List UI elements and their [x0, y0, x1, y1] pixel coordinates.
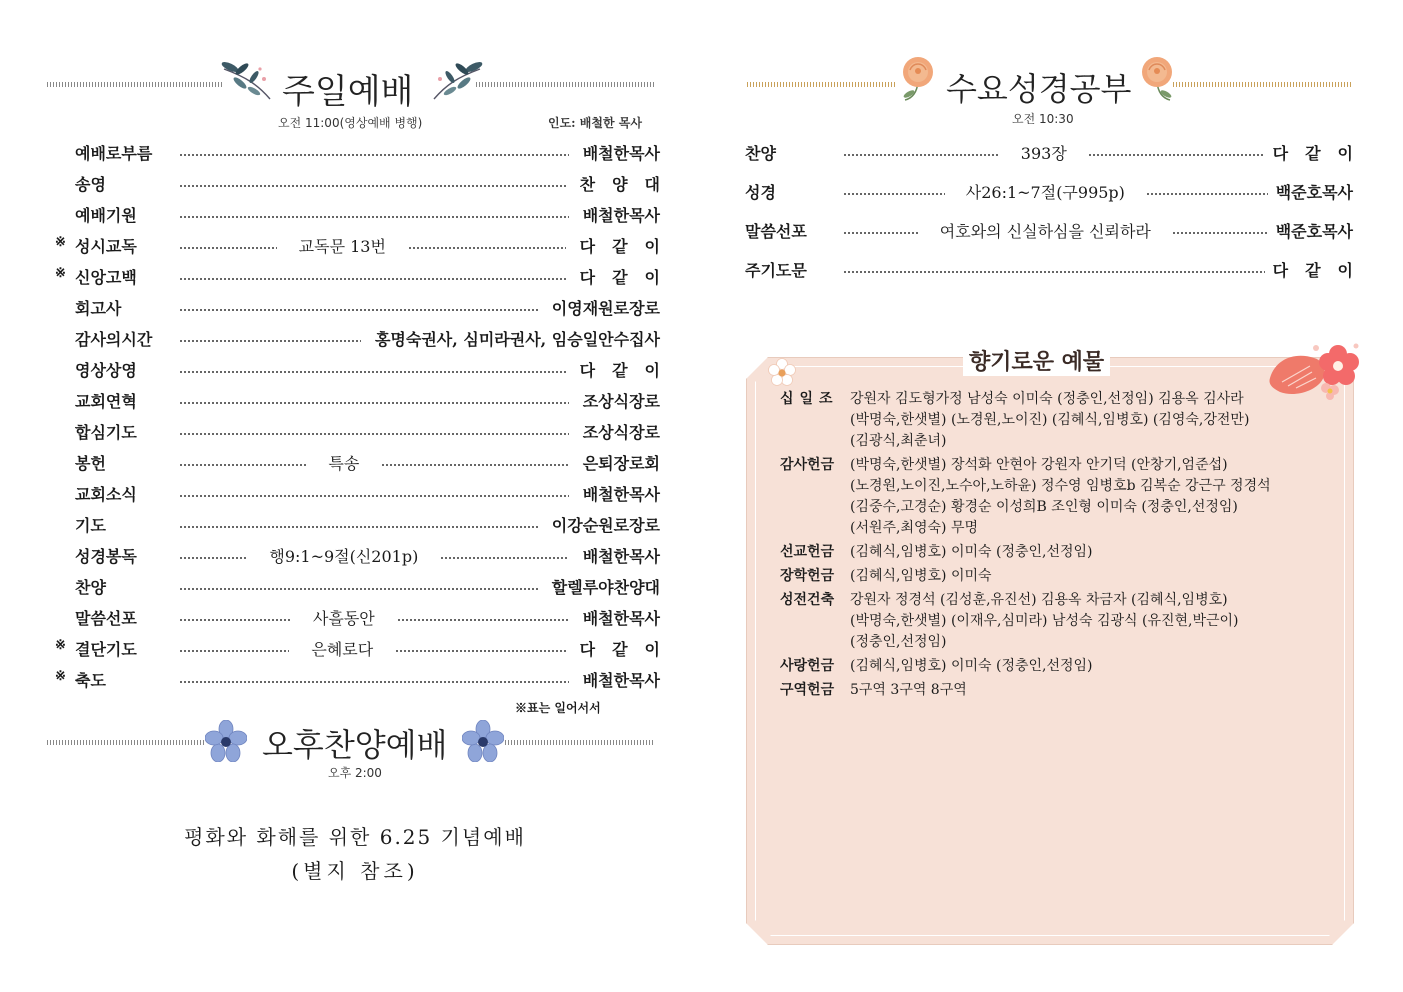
offering-item	[780, 590, 1330, 653]
afternoon-line2: (별지 참조)	[291, 859, 419, 883]
order-detail: 393장	[1020, 144, 1067, 163]
order-person: 다같이	[579, 237, 677, 256]
flower-decoration-icon	[462, 720, 504, 762]
order-person: 배철한목사	[582, 547, 660, 566]
offering-category: 성전건축	[780, 592, 835, 608]
order-label: 신앙고백	[75, 268, 137, 287]
offering-title: 향기로운 예물	[963, 345, 1110, 376]
order-detail: 특송	[328, 454, 360, 473]
dot-leader	[179, 371, 566, 373]
order-label: 기도	[75, 516, 106, 535]
order-label: 교회소식	[75, 485, 137, 504]
dot-leader	[397, 619, 569, 621]
wednesday-divider-right	[1173, 82, 1353, 87]
offering-category: 장학헌금	[780, 568, 835, 584]
order-person: 다같이	[1272, 144, 1370, 163]
order-row	[55, 296, 660, 320]
dot-leader	[1172, 232, 1268, 234]
offering-names: (김중수,고경순) 황경순 이성희B 조인형 이미숙 (정충인,선정임)	[850, 499, 1238, 515]
offering-item	[780, 656, 1330, 677]
order-row	[55, 451, 660, 475]
dot-leader	[843, 271, 1265, 273]
order-detail: 사26:1~7절(구995p)	[965, 183, 1125, 202]
leaf-decoration-icon	[218, 55, 276, 103]
sunday-divider-right	[476, 82, 654, 87]
wednesday-title: 수요성경공부	[946, 70, 1132, 108]
order-person: 찬양대	[579, 175, 677, 194]
dot-leader	[440, 557, 568, 559]
order-row	[55, 513, 660, 537]
afternoon-title: 오후찬양예배	[262, 726, 448, 764]
order-person: 다같이	[1272, 261, 1370, 280]
dot-leader	[179, 247, 277, 249]
order-label: 감사의시간	[75, 330, 153, 349]
dot-leader	[395, 650, 565, 652]
order-person: 다같이	[579, 268, 677, 287]
sunday-time: 오전 11:00(영상예배 병행)	[278, 116, 423, 130]
order-person: 배철한목사	[582, 144, 660, 163]
order-person: 백준호목사	[1275, 183, 1353, 202]
order-person: 배철한목사	[582, 609, 660, 628]
order-detail: 여호와의 신실하심을 신뢰하라	[939, 222, 1151, 241]
dot-leader	[179, 619, 291, 621]
wednesday-divider-left	[747, 82, 895, 87]
standing-note: ※표는 일어서서	[515, 701, 601, 715]
flower-decoration-icon	[205, 720, 247, 762]
order-label: 송영	[75, 175, 106, 194]
order-row	[55, 637, 677, 661]
order-label: 성경	[745, 183, 776, 202]
dot-leader	[179, 650, 289, 652]
offering-item	[780, 566, 1330, 587]
order-label: 축도	[75, 671, 106, 690]
dot-leader	[179, 216, 569, 218]
afternoon-divider-right	[505, 740, 654, 745]
order-person: 배철한목사	[582, 671, 660, 690]
order-label: 합심기도	[75, 423, 137, 442]
peony-decoration-icon	[895, 52, 941, 102]
afternoon-time: 오후 2:00	[328, 766, 382, 780]
dot-leader	[1088, 154, 1265, 156]
order-row	[55, 420, 660, 444]
order-label: 찬양	[75, 578, 106, 597]
offering-names: (김광식,최춘녀)	[850, 433, 947, 449]
order-person: 다같이	[579, 640, 677, 659]
offering-names: (서원주,최영숙) 무명	[850, 520, 979, 536]
small-flower-icon	[768, 358, 796, 386]
order-person: 은퇴장로회	[582, 454, 660, 473]
order-row	[55, 482, 660, 506]
wednesday-time: 오전 10:30	[1012, 112, 1074, 126]
order-detail: 교독문 13번	[298, 237, 386, 256]
dot-leader	[179, 495, 569, 497]
order-label: 찬양	[745, 144, 776, 163]
order-person: 이강순원로장로	[551, 516, 660, 535]
standing-mark: ※	[55, 266, 66, 281]
sunday-divider-left	[47, 82, 222, 87]
order-person: 배철한목사	[582, 206, 660, 225]
offering-item	[780, 542, 1330, 563]
order-row	[55, 606, 660, 630]
dot-leader	[408, 247, 566, 249]
order-row	[55, 172, 677, 196]
order-row	[55, 389, 660, 413]
offering-names: 강원자 정경석 (김성훈,유진선) 김용옥 차금자 (김혜식,임병호)	[850, 592, 1228, 608]
order-label: 주기도문	[745, 261, 807, 280]
offering-names: 강원자 김도형가정 남성숙 이미숙 (정충인,선정임) 김용옥 김사라	[850, 391, 1244, 407]
dot-leader	[179, 526, 538, 528]
offering-item	[780, 389, 1330, 452]
dot-leader	[179, 464, 306, 466]
order-person: 백준호목사	[1275, 222, 1353, 241]
dot-leader	[843, 193, 945, 195]
order-row	[725, 180, 1353, 204]
dot-leader	[179, 557, 247, 559]
dot-leader	[843, 154, 1000, 156]
order-row	[55, 327, 660, 351]
order-label: 봉헌	[75, 454, 106, 473]
dot-leader	[179, 340, 361, 342]
standing-mark: ※	[55, 235, 66, 250]
offering-category: 사랑헌금	[780, 658, 835, 674]
offering-names: (김혜식,임병호) 이미숙 (정충인,선정임)	[850, 658, 1093, 674]
offering-names: (정충인,선정임)	[850, 634, 947, 650]
dot-leader	[179, 185, 566, 187]
order-detail: 사흘동안	[312, 609, 375, 628]
order-detail: 행9:1~9절(신201p)	[269, 547, 419, 566]
afternoon-divider-left	[47, 740, 205, 745]
order-row	[55, 234, 677, 258]
dot-leader	[179, 309, 538, 311]
sunday-title: 주일예배	[282, 72, 414, 112]
order-row	[55, 265, 677, 289]
dot-leader	[381, 464, 568, 466]
dot-leader	[179, 588, 538, 590]
order-row	[725, 258, 1370, 282]
offering-names: (노경원,노이진,노수아,노하윤) 정수영 임병호b 김복순 강근구 정경석	[850, 478, 1271, 494]
afternoon-line1: 평화와 화해를 위한 6.25 기념예배	[184, 825, 526, 849]
order-person: 홍명숙권사, 심미라권사, 임승일안수집사	[374, 330, 660, 349]
order-row	[55, 544, 660, 568]
order-row	[725, 219, 1353, 243]
order-label: 회고사	[75, 299, 122, 318]
dot-leader	[843, 232, 919, 234]
dot-leader	[1146, 193, 1268, 195]
order-person: 조상식장로	[582, 392, 660, 411]
order-label: 성경봉독	[75, 547, 137, 566]
offering-names: (박명숙,한샛별) (이재우,심미라) 남성숙 김광식 (유진현,박근이)	[850, 613, 1239, 629]
order-label: 예배로부름	[75, 144, 153, 163]
offering-category: 십일조	[780, 391, 839, 407]
dot-leader	[179, 154, 569, 156]
offering-names: (박명숙,한샛별) (노경원,노이진) (김혜식,임병호) (김영숙,강전만)	[850, 412, 1250, 428]
offering-names: 5구역 3구역 8구역	[850, 682, 967, 698]
order-row	[725, 141, 1370, 165]
order-label: 예배기원	[75, 206, 137, 225]
order-person: 조상식장로	[582, 423, 660, 442]
dot-leader	[179, 433, 569, 435]
order-person: 배철한목사	[582, 485, 660, 504]
order-person: 다같이	[579, 361, 677, 380]
order-row	[55, 358, 677, 382]
standing-mark: ※	[55, 669, 66, 684]
order-label: 교회연혁	[75, 392, 137, 411]
offering-category: 감사헌금	[780, 457, 835, 473]
offering-names: (박명숙,한샛별) 장석화 안현아 강원자 안기덕 (안창기,엄준섭)	[850, 457, 1228, 473]
order-person: 이영재원로장로	[551, 299, 660, 318]
order-row	[55, 141, 660, 165]
offering-item	[780, 455, 1330, 539]
leaf-decoration-icon	[428, 55, 486, 103]
offering-category: 선교헌금	[780, 544, 835, 560]
order-label: 말씀선포	[75, 609, 137, 628]
offering-names: (김혜식,임병호) 이미숙 (정충인,선정임)	[850, 544, 1093, 560]
offering-category: 구역헌금	[780, 682, 835, 698]
order-label: 영상상영	[75, 361, 137, 380]
order-label: 결단기도	[75, 640, 137, 659]
order-row	[55, 203, 660, 227]
offering-names: (김혜식,임병호) 이미숙	[850, 568, 992, 584]
order-label: 성시교독	[75, 237, 137, 256]
dot-leader	[179, 681, 569, 683]
order-label: 말씀선포	[745, 222, 807, 241]
order-row	[55, 668, 660, 692]
order-person: 할렐루야찬양대	[551, 578, 660, 597]
order-detail: 은혜로다	[311, 640, 374, 659]
dot-leader	[179, 278, 566, 280]
sunday-leader: 인도: 배철한 목사	[548, 116, 642, 130]
dot-leader	[179, 402, 569, 404]
peony-decoration-icon	[1134, 52, 1180, 102]
offering-item	[780, 680, 1330, 701]
standing-mark: ※	[55, 638, 66, 653]
order-row	[55, 575, 660, 599]
